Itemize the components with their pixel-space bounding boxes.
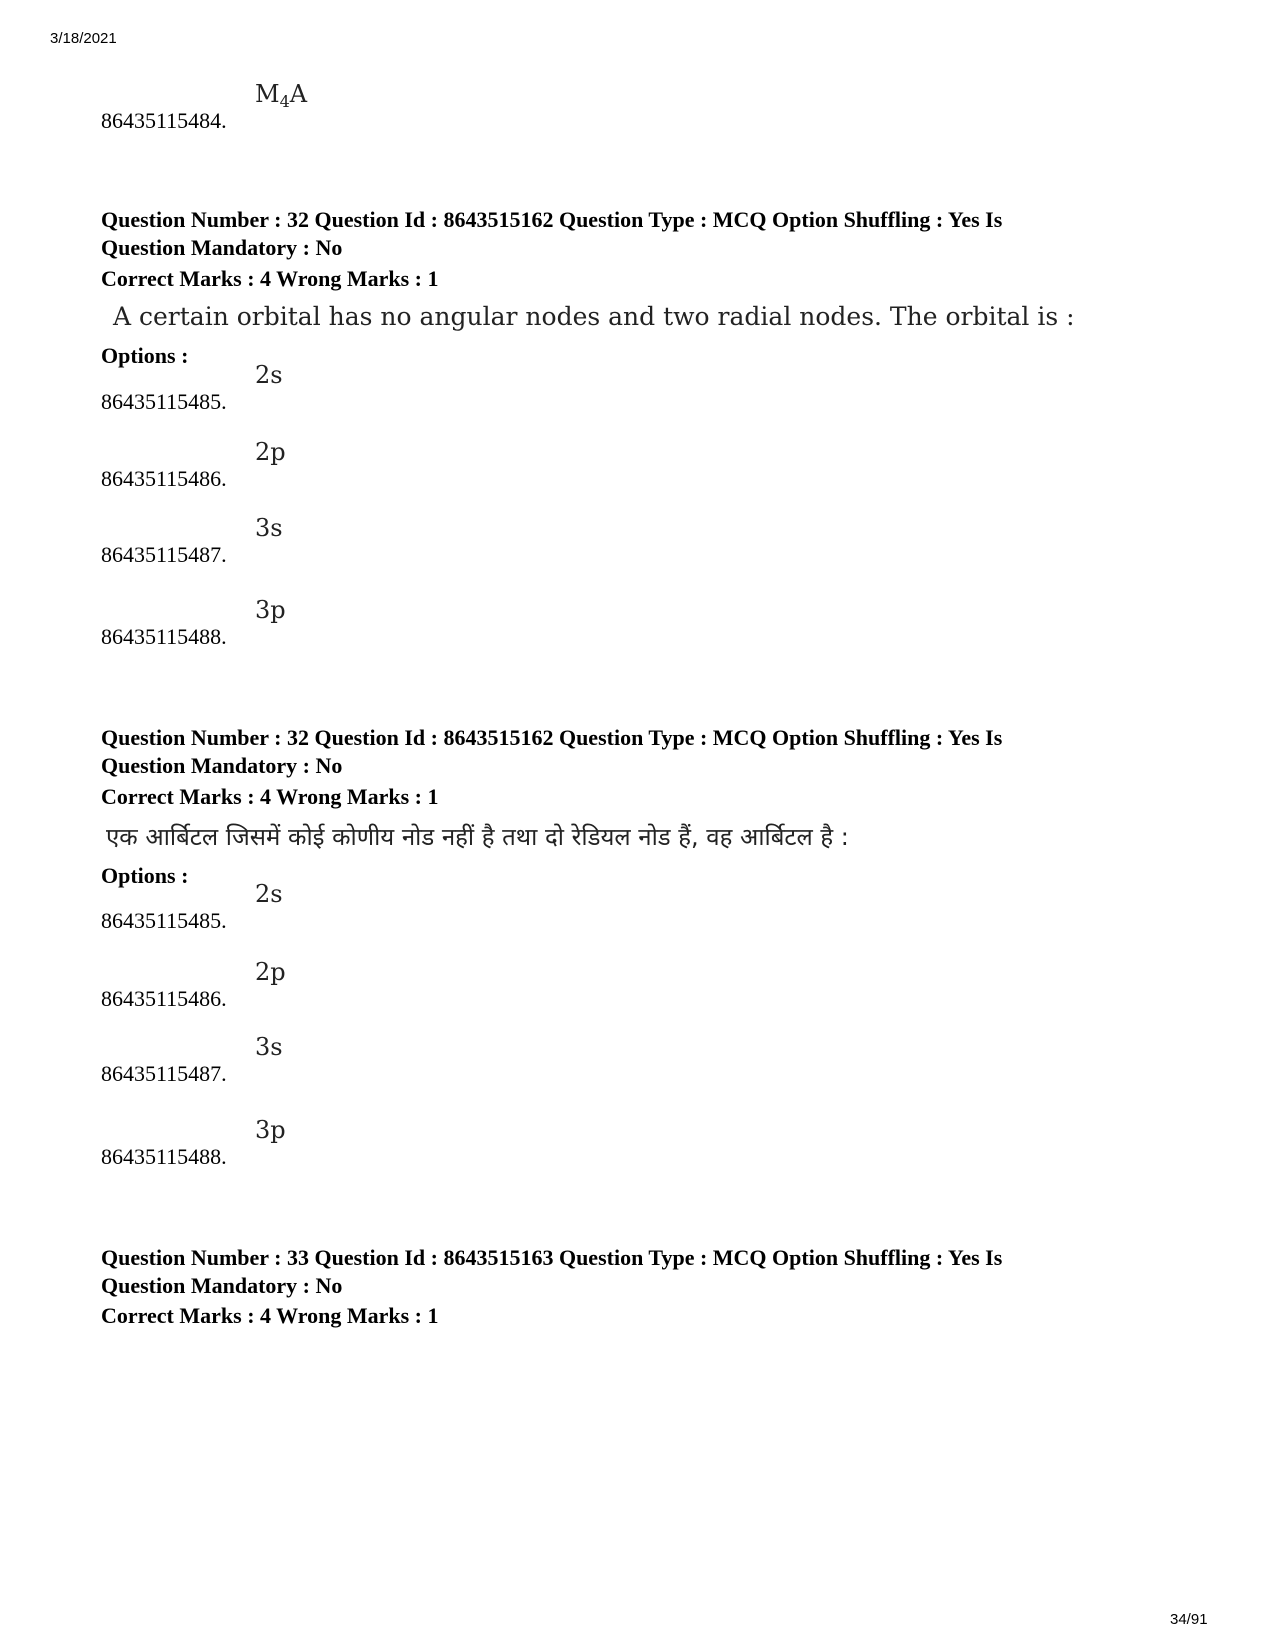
option-value: 2s [255, 361, 283, 389]
option-row [101, 596, 286, 650]
option-row [101, 880, 283, 934]
option-row [101, 1033, 283, 1087]
page-number: 34/91 [1170, 1611, 1208, 1628]
option-value-subscript: 4 [279, 92, 290, 111]
option-id: 86435115488. [101, 624, 227, 649]
question-marks: Correct Marks : 4 Wrong Marks : 1 [101, 784, 439, 809]
print-date: 3/18/2021 [50, 30, 117, 47]
option-row [101, 80, 308, 134]
question-stem: एक आर्बिटल जिसमें कोई कोणीय नोड नहीं है तथा दो रेडियल नोड हैं, वह आर्बिटल है : [106, 823, 849, 851]
option-value: 2p [255, 438, 286, 466]
option-id: 86435115484. [101, 108, 227, 133]
question-header-line2: Question Mandatory : No [101, 235, 343, 260]
question-stem: A certain orbital has no angular nodes and two radial nodes. The orbital is : [113, 302, 1075, 331]
option-value-tail: A [289, 80, 308, 108]
option-value: 2s [255, 880, 283, 908]
option-row [101, 361, 283, 415]
question-header-line2: Question Mandatory : No [101, 1273, 343, 1298]
option-value: 3s [255, 514, 283, 542]
option-value: 3p [255, 1116, 286, 1144]
option-id: 86435115487. [101, 1061, 227, 1086]
option-value: 3s [255, 1033, 283, 1061]
option-id: 86435115488. [101, 1144, 227, 1169]
question-header [101, 1244, 1181, 1300]
option-id: 86435115485. [101, 389, 227, 414]
option-id: 86435115486. [101, 466, 227, 491]
option-value: 2p [255, 958, 286, 986]
question-header-line2: Question Mandatory : No [101, 753, 343, 778]
options-label: Options : [101, 863, 189, 888]
option-id: 86435115485. [101, 908, 227, 933]
option-row [101, 1116, 286, 1170]
question-marks: Correct Marks : 4 Wrong Marks : 1 [101, 1303, 439, 1328]
option-id: 86435115486. [101, 986, 227, 1011]
option-row [101, 514, 283, 568]
option-value [255, 80, 307, 111]
option-value: 3p [255, 596, 286, 624]
option-row [101, 438, 286, 492]
options-label: Options : [101, 343, 189, 368]
question-header [101, 206, 1181, 262]
question-header-line1: Question Number : 32 Question Id : 8643515162 Question Type : MCQ Option Shuffling : Yes Is [101, 725, 1003, 750]
question-header-line1: Question Number : 32 Question Id : 8643515162 Question Type : MCQ Option Shuffling : Yes Is [101, 207, 1003, 232]
option-id: 86435115487. [101, 542, 227, 567]
option-row [101, 958, 286, 1012]
option-value-main: M [255, 80, 280, 108]
question-header-line1: Question Number : 33 Question Id : 8643515163 Question Type : MCQ Option Shuffling : Yes Is [101, 1245, 1003, 1270]
question-marks: Correct Marks : 4 Wrong Marks : 1 [101, 266, 439, 291]
question-header [101, 724, 1181, 780]
